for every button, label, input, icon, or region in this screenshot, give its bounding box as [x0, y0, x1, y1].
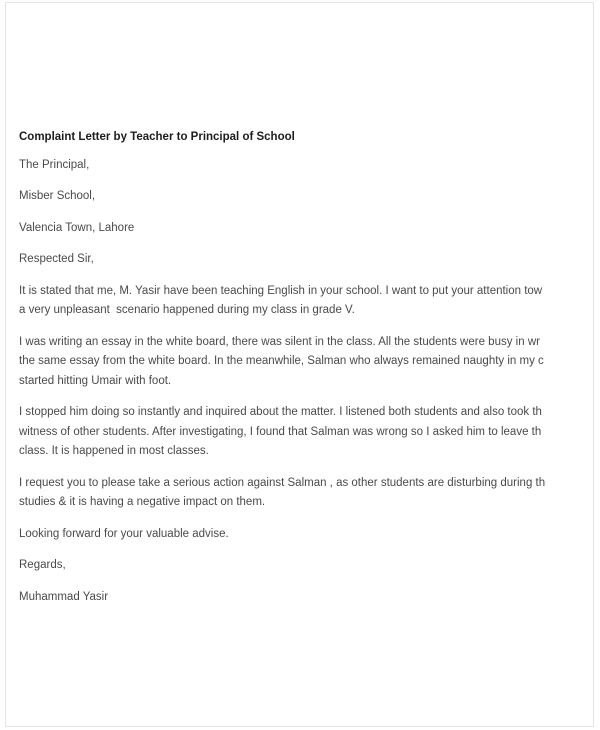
address-line-recipient: The Principal,: [19, 158, 90, 171]
letter-title: Complaint Letter by Teacher to Principal of School: [19, 131, 295, 143]
signature-name: Muhammad Yasir: [19, 590, 109, 603]
paragraph-line: a very unpleasant scenario happened during my class in grade V.: [19, 304, 355, 316]
address-line-city: Valencia Town, Lahore: [19, 221, 135, 234]
paragraph-line: I stopped him doing so instantly and inquired about the matter. I listened both students and also took th: [19, 406, 542, 418]
address-line-school: Misber School,: [19, 190, 96, 202]
closing-line: Looking forward for your valuable advise.: [19, 527, 229, 540]
paragraph-line: I was writing an essay in the white board, there was silent in the class. All the students were busy in wr: [19, 335, 540, 348]
paragraph-line: started hitting Umair with foot.: [19, 374, 172, 387]
paragraph-line: It is stated that me, M. Yasir have been teaching English in your school. I want to put your attention tow: [19, 284, 543, 297]
paragraph-line: I request you to please take a serious action against Salman , as other students are disturbing during th: [19, 476, 546, 489]
body-paragraph-1: [19, 282, 593, 321]
paragraph-line: class. It is happened in most classes.: [19, 445, 209, 457]
sign-off: Regards,: [19, 559, 66, 571]
paragraph-line: witness of other students. After investigating, I found that Salman was wrong so I asked him to leave th: [19, 425, 542, 438]
body-paragraph-2: [19, 333, 593, 392]
body-paragraph-4: [19, 474, 593, 513]
paragraph-line: the same essay from the white board. In the meanwhile, Salman who always remained naughty in my c: [19, 355, 544, 367]
paragraph-line: studies & it is having a negative impact on them.: [19, 496, 266, 508]
salutation: Respected Sir,: [19, 253, 94, 265]
letter-content: [6, 3, 593, 726]
body-paragraph-3: [19, 403, 593, 462]
